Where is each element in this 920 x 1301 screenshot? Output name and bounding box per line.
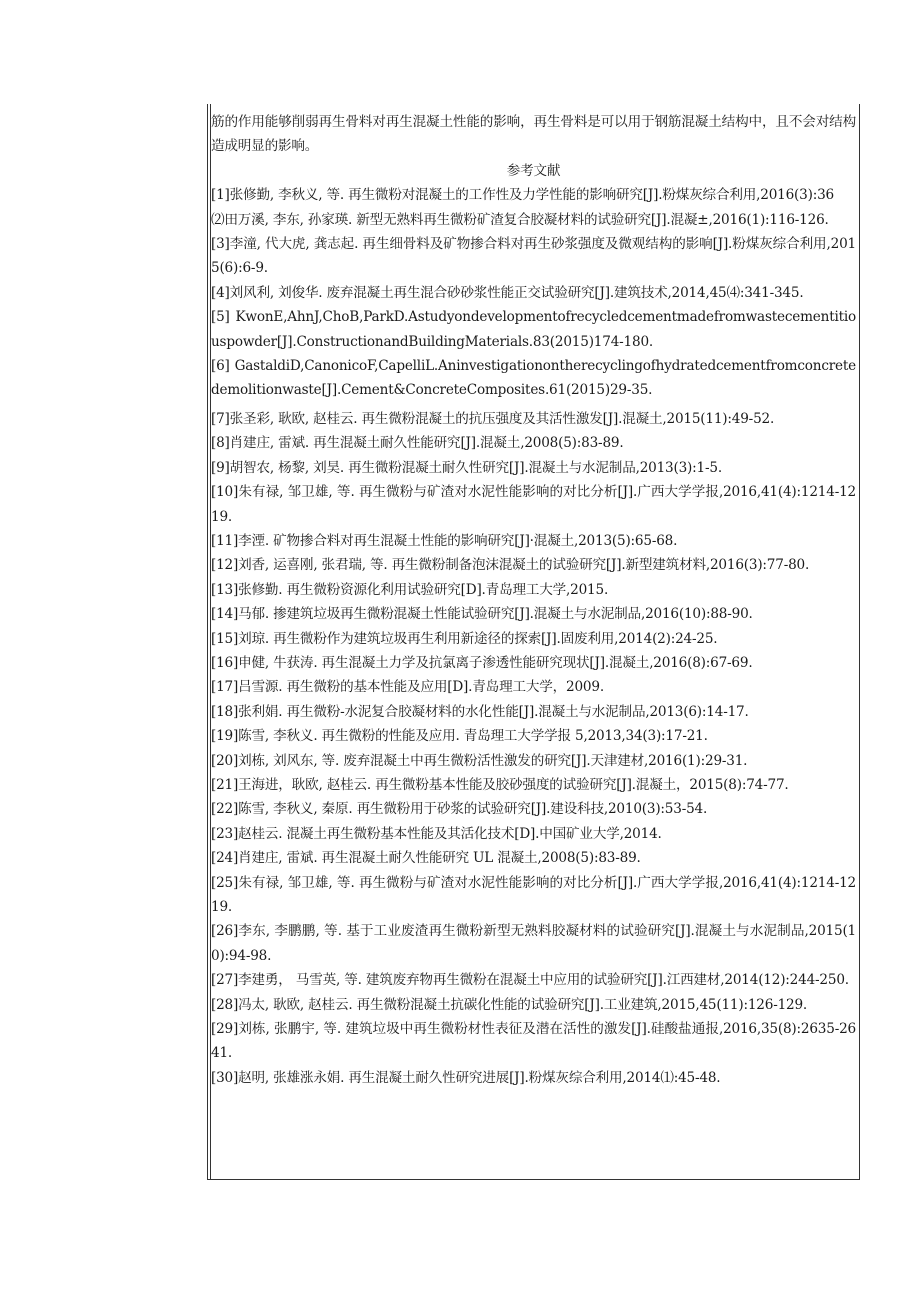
reference-item: [8]肖建庄, 雷斌. 再生混凝土耐久性能研究[J].混凝土,2008(5):83-89. <box>211 435 624 452</box>
reference-item: [17]吕雪源. 再生微粉的基本性能及应用[D].青岛理工大学，2009. <box>211 679 604 696</box>
reference-item: [29]刘栋, 张鹏宇, 等. 建筑垃圾中再生微粉材性表征及潜在活性的激发[J].硅酸盐通报,2016,35(8):2635-2641. <box>211 1021 856 1062</box>
reference-item: [11]李湮. 矿物掺合料对再生混凝土性能的影响研究[J]·混凝土,2013(5):65-68. <box>211 532 678 549</box>
reference-item: [6] GastaldiD,CanonicoF,CapelliL.Aninvestigationontherecyclingofhydratedcementfromconcretedemolitionwaste[J].Cement&ConcreteComposites.61(2015)29-35. <box>211 358 856 399</box>
reference-item: [12]刘香, 运喜刚, 张君瑞, 等. 再生微粉制备泡沫混凝土的试验研究[J].新型建筑材料,2016(3):77-80. <box>211 557 810 574</box>
reference-item: [24]肖建庄, 雷斌. 再生混凝土耐久性能研究 UL 混凝土,2008(5):83-89. <box>211 850 641 867</box>
reference-item: [30]赵明, 张雄涨永娟. 再生混凝土耐久性研究进展[J].粉煤灰综合利用,2014⑴:45-48. <box>211 1069 721 1086</box>
reference-item: [13]张修勤. 再生微粉资源化利用试验研究[D].青岛理工大学,2015. <box>211 581 609 598</box>
reference-item: [28]冯太, 耿欧, 赵桂云. 再生微粉混凝土抗碳化性能的试验研究[J].工业建筑,2015,45(11):126-129. <box>211 996 808 1013</box>
reference-item: [1]张修勤, 李秋义, 等. 再生微粉对混凝土的工作性及力学性能的影响研究[J].粉煤灰综合利用,2016(3):36 <box>211 187 834 204</box>
reference-item: [9]胡智农, 杨黎, 刘昊. 再生微粉混凝土耐久性研究[J].混凝土与水泥制品,2013(3):1-5. <box>211 459 722 476</box>
document-body <box>211 110 856 1090</box>
reference-item: [16]申健, 牛获涛. 再生混凝土力学及抗氯离子渗透性能研究现状[J].混凝土,2016(8):67-69. <box>211 654 753 671</box>
reference-item: [25]朱有禄, 邹卫雄, 等. 再生微粉与矿渣对水泥性能影响的对比分析[J].广西大学学报,2016,41(4):1214-1219. <box>211 874 856 915</box>
references-heading: 参考文献 <box>506 162 561 179</box>
reference-item: [20]刘栋, 刘风东, 等. 废弃混凝土中再生微粉活性激发的研究[J].天津建材,2016(1):29-31. <box>211 752 748 769</box>
reference-item: [19]陈雪, 李秋义. 再生微粉的性能及应用. 青岛理工大学学报 5,2013,34(3):17-21. <box>211 728 708 745</box>
reference-item: [23]赵桂云. 混凝土再生微粉基本性能及其活化技术[D].中国矿业大学,2014. <box>211 825 662 842</box>
reference-list <box>211 183 856 1090</box>
reference-item: [27]李建勇， 马雪英, 等. 建筑废弃物再生微粉在混凝土中应用的试验研究[J].江西建材,2014(12):244-250. <box>211 972 849 989</box>
reference-item: [5] KwonE,AhnJ,ChoB,ParkD.Astudyondevelopmentofrecycledcementmadefromwastecementitiouspowder[J].ConstructionandBuildingMaterials.83(2015)174-180. <box>211 309 856 350</box>
reference-item: [4]刘风利, 刘俊华. 废弃混凝土再生混合砂砂浆性能正交试验研究[J].建筑技术,2014,45⑷:341-345. <box>211 284 804 301</box>
reference-item: [21]王海进，耿欧, 赵桂云. 再生微粉基本性能及胶砂强度的试验研究[J].混凝土，2015(8):74-77. <box>211 776 789 793</box>
reference-item: ⑵田万溪, 李东, 孙家瑛. 新型无熟料再生微粉矿渣复合胶凝材料的试验研究[J].混凝±,2016(1):116-126. <box>211 211 829 228</box>
reference-item: [18]张利娟. 再生微粉-水泥复合胶凝材料的水化性能[J].混凝土与水泥制品,2013(6):14-17. <box>211 703 749 720</box>
reference-item: [3]李潼, 代大虎, 龚志起. 再生细骨料及矿物掺合料对再生砂浆强度及微观结构的影响[J].粉煤灰综合利用,2015(6):6-9. <box>211 236 856 277</box>
reference-item: [10]朱有禄, 邹卫雄, 等. 再生微粉与矿渣对水泥性能影响的对比分析[J].广西大学学报,2016,41(4):1214-1219. <box>211 484 856 525</box>
reference-item: [26]李东, 李鹏鹏, 等. 基于工业废渣再生微粉新型无熟料胶凝材料的试验研究[J].混凝土与水泥制品,2015(10):94-98. <box>211 923 856 964</box>
reference-item: [14]马郁. 掺建筑垃圾再生微粉混凝土性能试验研究[J].混凝土与水泥制品,2016(10):88-90. <box>211 606 753 623</box>
reference-item: [22]陈雪, 李秋义, 秦原. 再生微粉用于砂浆的试验研究[J].建设科技,2010(3):53-54. <box>211 801 708 818</box>
reference-item: [7]张圣彩, 耿欧, 赵桂云. 再生微粉混凝土的抗压强度及其活性激发[J].混凝土,2015(11):49-52. <box>211 410 775 427</box>
reference-item: [15]刘琼. 再生微粉作为建筑垃圾再生利用新途径的探索[J].固废利用,2014(2):24-25. <box>211 630 718 647</box>
intro-paragraph: 筋的作用能够削弱再生骨料对再生混凝土性能的影响，再生骨料是可以用于钢筋混凝土结构中，且不会对结构造成明显的影响。 <box>211 114 856 155</box>
